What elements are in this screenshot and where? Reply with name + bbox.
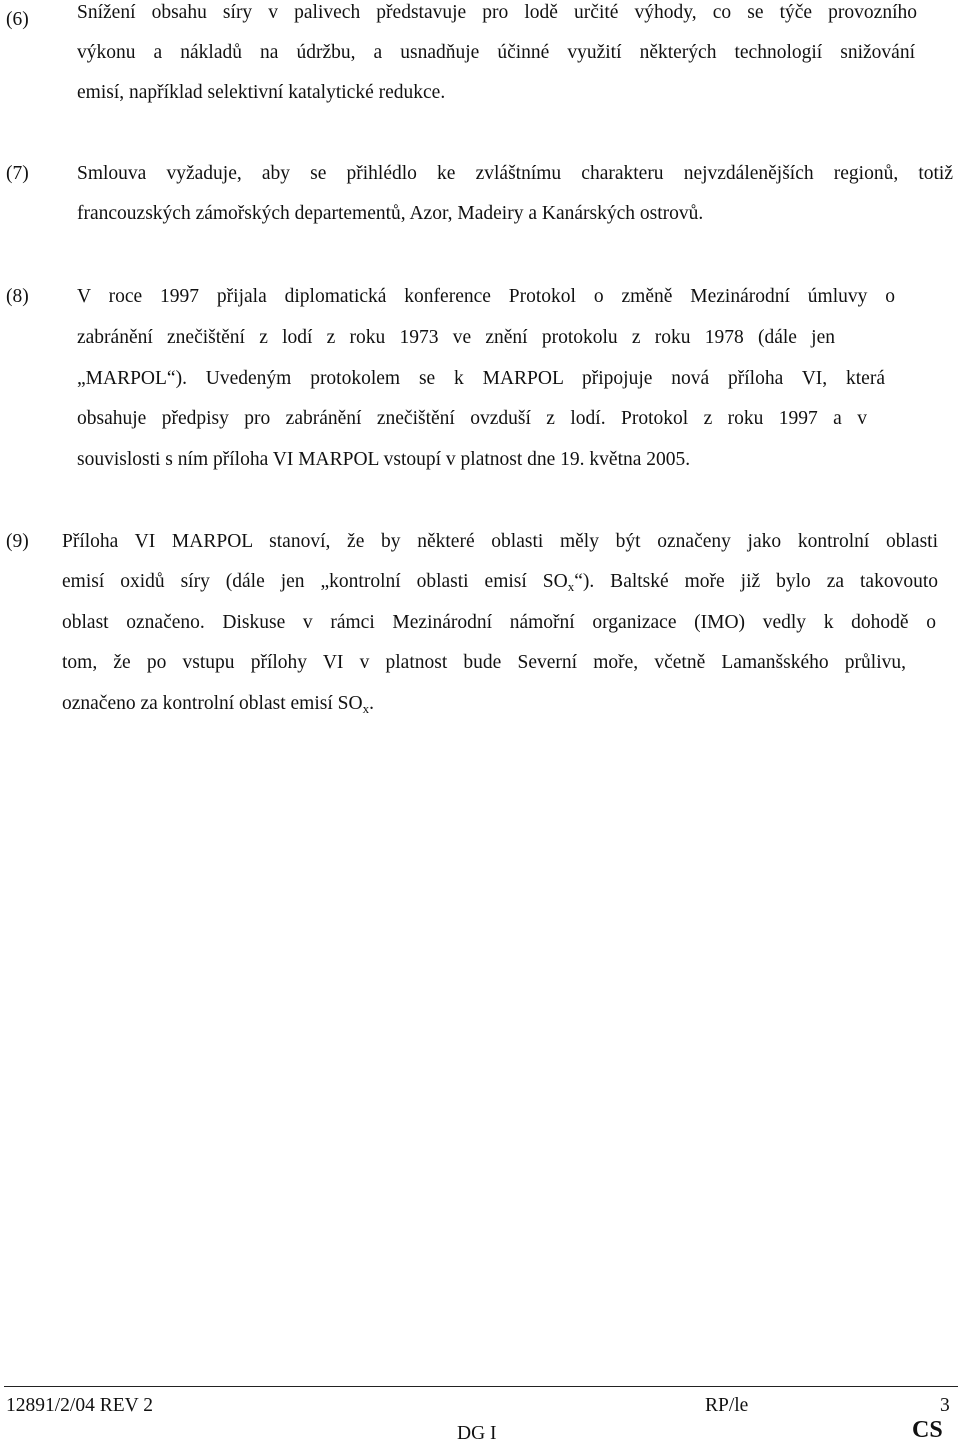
line-text: “). Baltské moře již bylo za takovouto (574, 571, 938, 592)
paragraph-line: výkonu a nákladů na údržbu, a usnadňuje účinné využití některých technologií snižování (77, 42, 915, 63)
subscript-x: x (362, 701, 370, 716)
footer-doc-ref: 12891/2/04 REV 2 (6, 1395, 153, 1416)
paragraph-number: (7) (6, 163, 29, 184)
paragraph-line (62, 562, 938, 607)
paragraph-line: souvislosti s ním příloha VI MARPOL vstoupí v platnost dne 19. května 2005. (77, 449, 691, 470)
paragraph-line: tom, že po vstupu přílohy VI v platnost bude Severní moře, včetně Lamanšského průlivu, (62, 652, 906, 673)
line-text: . (369, 693, 374, 714)
footer-language-code: CS (912, 1417, 943, 1443)
subscript-x: x (567, 579, 575, 594)
footer-initials: RP/le (705, 1395, 749, 1416)
footer-rule (4, 1386, 958, 1387)
line-text: označeno za kontrolní oblast emisí SO (62, 693, 363, 714)
paragraph-line: V roce 1997 přijala diplomatická konference Protokol o změně Mezinárodní úmluvy o (77, 286, 895, 307)
paragraph-line: emisí, například selektivní katalytické redukce. (77, 82, 446, 103)
paragraph-number: (6) (6, 9, 29, 30)
paragraph-line: francouzských zámořských departementů, Azor, Madeiry a Kanárských ostrovů. (77, 203, 704, 224)
paragraph-line: Snížení obsahu síry v palivech představuje pro lodě určité výhody, co se týče provozního (77, 2, 917, 23)
paragraph-number: (8) (6, 286, 29, 307)
paragraph-line (62, 684, 374, 729)
paragraph-line: zabránění znečištění z lodí z roku 1973 ve znění protokolu z roku 1978 (dále jen (77, 327, 835, 348)
footer-page-number: 3 (940, 1395, 950, 1416)
paragraph-line: „MARPOL“). Uvedeným protokolem se k MARPOL připojuje nová příloha VI, která (77, 368, 885, 389)
paragraph-line: obsahuje předpisy pro zabránění znečištění ovzduší z lodí. Protokol z roku 1997 a v (77, 408, 867, 429)
paragraph-line: oblast označeno. Diskuse v rámci Mezinárodní námořní organizace (IMO) vedly k dohodě o (62, 612, 936, 633)
line-text: emisí oxidů síry (dále jen „kontrolní oblasti emisí SO (62, 571, 568, 592)
paragraph-line: Smlouva vyžaduje, aby se přihlédlo ke zvláštnímu charakteru nejvzdálenějších regionů, totiž (77, 163, 953, 184)
footer-dg: DG I (457, 1423, 497, 1444)
paragraph-number: (9) (6, 531, 29, 552)
paragraph-line: Příloha VI MARPOL stanoví, že by některé oblasti měly být označeny jako kontrolní oblasti (62, 531, 938, 552)
